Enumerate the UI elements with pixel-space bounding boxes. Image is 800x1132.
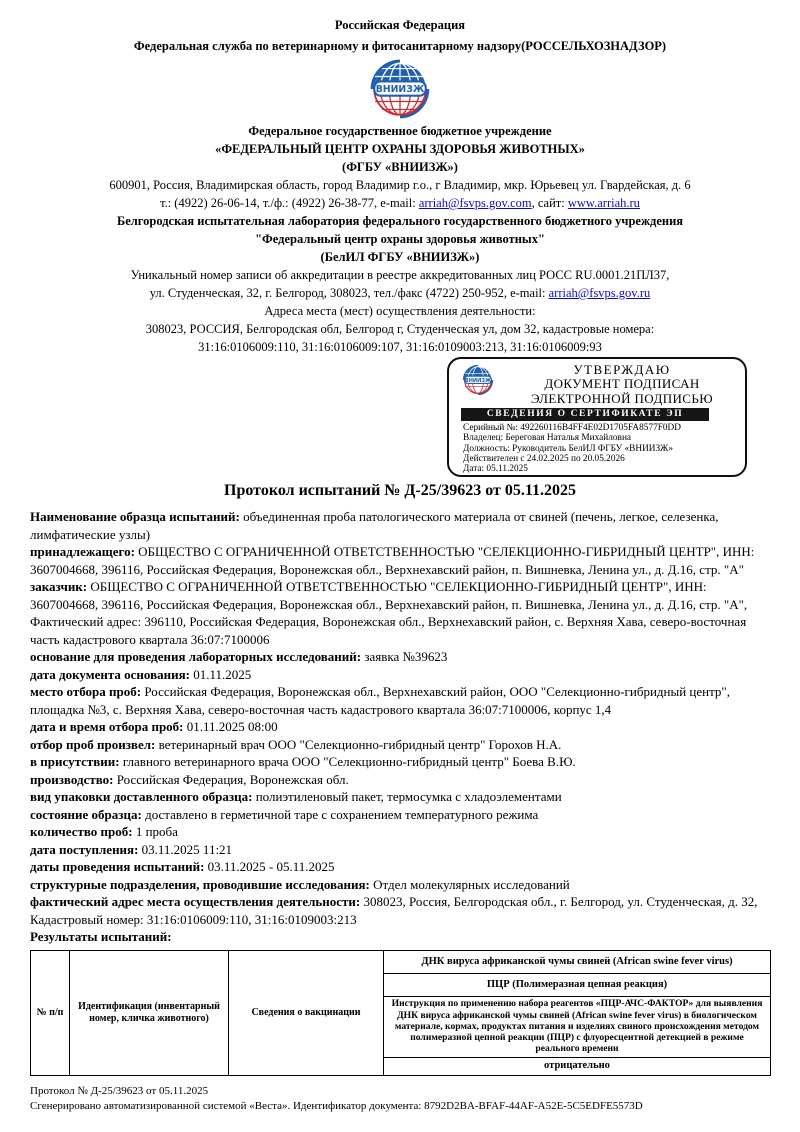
- field-sampling-datetime: дата и время отбора проб: 01.11.2025 08:00: [30, 719, 278, 734]
- cell-test-target: ДНК вируса африканской чумы свиней (African swine fever virus): [384, 950, 771, 973]
- org-contacts: [0, 194, 800, 212]
- stamp-vniizh-logo: [455, 361, 505, 402]
- e-signature-stamp: [447, 357, 747, 477]
- field-customer: заказчик: ОБЩЕСТВО С ОГРАНИЧЕННОЙ ОТВЕТСТВЕННОСТЬЮ "СЕЛЕКЦИОННО-ГИБРИДНЫЙ ЦЕНТР", ИНН: 3607004668, 396116, Российская Федерация, Воронежская обл., Верхнехавский район, п. Вишневка, Ленина ул., д. Д.16, стр. "А", Фактический адрес: 396110, Российская Федерация, Воронежская обл., Верхнехавский район, с. Верхняя Хава, северо-восточная часть кадастрового квартала 36:07:7100006: [30, 579, 748, 647]
- header-service: Федеральная служба по ветеринарному и фитосанитарному надзору(РОССЕЛЬХОЗНАДЗОР): [133, 39, 667, 53]
- document-header: [0, 0, 800, 356]
- certificate-serial: Серийный №: 492260116B4FF4E02D1705FA8577F0DD: [463, 423, 681, 433]
- field-test-dates: даты проведения испытаний: 03.11.2025 - 05.11.2025: [30, 859, 335, 874]
- footer-generated-info: Сгенерировано автоматизированной системой «Веста». Идентификатор документа: 8792D2BA-BFAF-44AF-A52E-5C5EDFE5573D: [30, 1100, 643, 1112]
- org-name: «ФЕДЕРАЛЬНЫЙ ЦЕНТР ОХРАНЫ ЗДОРОВЬЯ ЖИВОТНЫХ»: [215, 142, 585, 156]
- field-sample-condition: состояние образца: доставлено в герметичной таре с сохранением температурного режима: [30, 806, 539, 822]
- protocol-title: Протокол испытаний № Д-25/39623 от 05.11.2025: [224, 482, 576, 499]
- lab-email-link[interactable]: arriah@fsvps.gov.ru: [548, 286, 651, 300]
- field-departments: структурные подразделения, проводившие исследования: Отдел молекулярных исследований: [30, 876, 570, 892]
- results-table: [30, 950, 771, 1076]
- org-address: 600901, Россия, Владимирская область, город Владимир г.о., г Владимир, мкр. Юрьевец ул. Гвардейская, д. 6: [109, 178, 691, 192]
- field-owner: принадлежащего: ОБЩЕСТВО С ОГРАНИЧЕННОЙ ОТВЕТСТВЕННОСТЬЮ "СЕЛЕКЦИОННО-ГИБРИДНЫЙ ЦЕНТР", ИНН: 3607004668, 396116, Российская Федерация, Воронежская обл., Верхнехавский район, п. Вишневка, Ленина ул., д. Д.16, стр. "А": [30, 544, 755, 577]
- certificate-position: Должность: Руководитель БелИЛ ФГБУ «ВНИИЗЖ»: [463, 443, 674, 454]
- lab-name-line2: "Федеральный центр охраны здоровья животных": [255, 232, 545, 246]
- stamp-logo-text: ВНИИЗЖ: [464, 377, 492, 384]
- globe-logo-icon: [355, 57, 445, 121]
- field-sample-name: Наименование образца испытаний: объединенная проба патологического материала от свиней (печень, легкое, селезенка, лимфатические узлы): [30, 509, 719, 542]
- header-country: Российская Федерация: [334, 18, 466, 32]
- stamp-globe-logo-icon: [455, 363, 501, 397]
- cadastral-numbers-line: 31:16:0106009:110, 31:16:0106009:107, 31:16:0109003:213, 31:16:0106009:93: [198, 340, 602, 354]
- lab-name-line1: Белгородская испытательная лаборатория федерального государственного бюджетного учреждения: [116, 214, 684, 228]
- column-header-identification: Идентификация (инвентарный номер, кличка животного): [70, 950, 229, 1075]
- stamp-signed-line2: ЭЛЕКТРОННОЙ ПОДПИСЬЮ: [531, 390, 713, 406]
- field-basis: основание для проведения лабораторных исследований: заявка №39623: [30, 649, 448, 664]
- lab-contacts: [0, 284, 800, 302]
- org-site-link[interactable]: www.arriah.ru: [567, 196, 640, 210]
- org-email-link[interactable]: arriah@fsvps.gov.com: [418, 196, 532, 210]
- stamp-approve-label: УТВЕРЖДАЮ: [573, 362, 671, 377]
- column-header-vaccination: Сведения о вакцинации: [229, 950, 384, 1075]
- contacts-separator: , сайт:: [531, 196, 568, 210]
- certificate-validity: Действителен с 24.02.2025 по 20.05.2026: [463, 453, 625, 464]
- cell-test-method: ПЦР (Полимеразная цепная реакция): [384, 973, 771, 996]
- org-type: Федеральное государственное бюджетное учреждение: [248, 124, 552, 138]
- results-section-label: Результаты испытаний:: [30, 929, 172, 944]
- activity-addresses-label: Адреса места (мест) осуществления деятельности:: [264, 304, 536, 318]
- cell-test-instruction: Инструкция по применению набора реагентов «ПЦР-АЧС-ФАКТОР» для выявления ДНК вируса африканской чумы свиней (African swine fever virus) в биологическом материале, кормах, продуктах питания и изделиях свиного происхождения методом полимеразной цепной реакции (ПЦР) с флуоресцентной детекцией в режиме реального времени: [384, 996, 771, 1057]
- vniizh-logo: [0, 57, 800, 121]
- org-short-name: (ФГБУ «ВНИИЗЖ»): [342, 160, 458, 174]
- footer-protocol-number: Протокол № Д-25/39623 от 05.11.2025: [30, 1084, 209, 1097]
- activity-address-line: 308023, РОССИЯ, Белгородская обл, Белгород г, Студенческая ул, дом 32, кадастровые номера:: [145, 322, 655, 336]
- accreditation-number: Уникальный номер записи об аккредитации в реестре аккредитованных лиц РОСС RU.0001.21ПЛ37,: [130, 268, 670, 282]
- table-row: [31, 950, 771, 973]
- document-footer: [30, 1084, 800, 1115]
- certificate-info-bar: СВЕДЕНИЯ О СЕРТИФИКАТЕ ЭП: [461, 408, 709, 421]
- field-production: производство: Российская Федерация, Воронежская обл.: [30, 771, 349, 787]
- field-receipt-date: дата поступления: 03.11.2025 11:21: [30, 841, 233, 857]
- field-activity-address: фактический адрес места осуществления деятельности: 308023, Россия, Белгородская обл., г. Белгород, ул. Студенческая, д. 32, Кадастровый номер: 31:16:0106009:110, 31:16:0109003:213: [30, 894, 758, 927]
- field-basis-date: дата документа основания: 01.11.2025: [30, 666, 252, 682]
- field-sampler: отбор проб произвел: ветеринарный врач ООО "Селекционно-гибридный центр" Горохов Н.А.: [30, 736, 562, 752]
- logo-text: ВНИИЗЖ: [375, 84, 425, 96]
- field-packaging: вид упаковки доставленного образца: полиэтиленовый пакет, термосумка с хладоэлементами: [30, 789, 562, 804]
- cell-test-result: отрицательно: [384, 1057, 771, 1075]
- protocol-body: [0, 502, 800, 946]
- stamp-header: [455, 361, 739, 406]
- field-sampling-place: место отбора проб: Российская Федерация, Воронежская обл., Верхнехавский район, ООО "Селекционно-гибридный центр", площадка №3, с. Верхняя Хава, северо-восточная часть кадастрового квартала 36:07:7100006, корпус 1,4: [30, 684, 730, 717]
- field-sample-count: количество проб: 1 проба: [30, 824, 178, 839]
- certificate-owner: Владелец: Береговая Наталья Михайловна: [463, 433, 632, 444]
- certificate-date: Дата: 05.11.2025: [463, 464, 528, 475]
- field-witness: в присутствии: главного ветеринарного врача ООО "Селекционно-гибридный центр" Боева В.Ю.: [30, 754, 576, 769]
- column-header-number: № п/п: [31, 950, 70, 1075]
- lab-short-name: (БелИЛ ФГБУ «ВНИИЗЖ»): [320, 250, 480, 264]
- contacts-text: т.: (4922) 26-06-14, т./ф.: (4922) 26-38-77, e-mail:: [160, 196, 419, 210]
- lab-contacts-text: ул. Студенческая, 32, г. Белгород, 308023, тел./факс (4722) 250-952, e-mail:: [149, 286, 549, 300]
- stamp-signed-line1: ДОКУМЕНТ ПОДПИСАН: [544, 376, 700, 391]
